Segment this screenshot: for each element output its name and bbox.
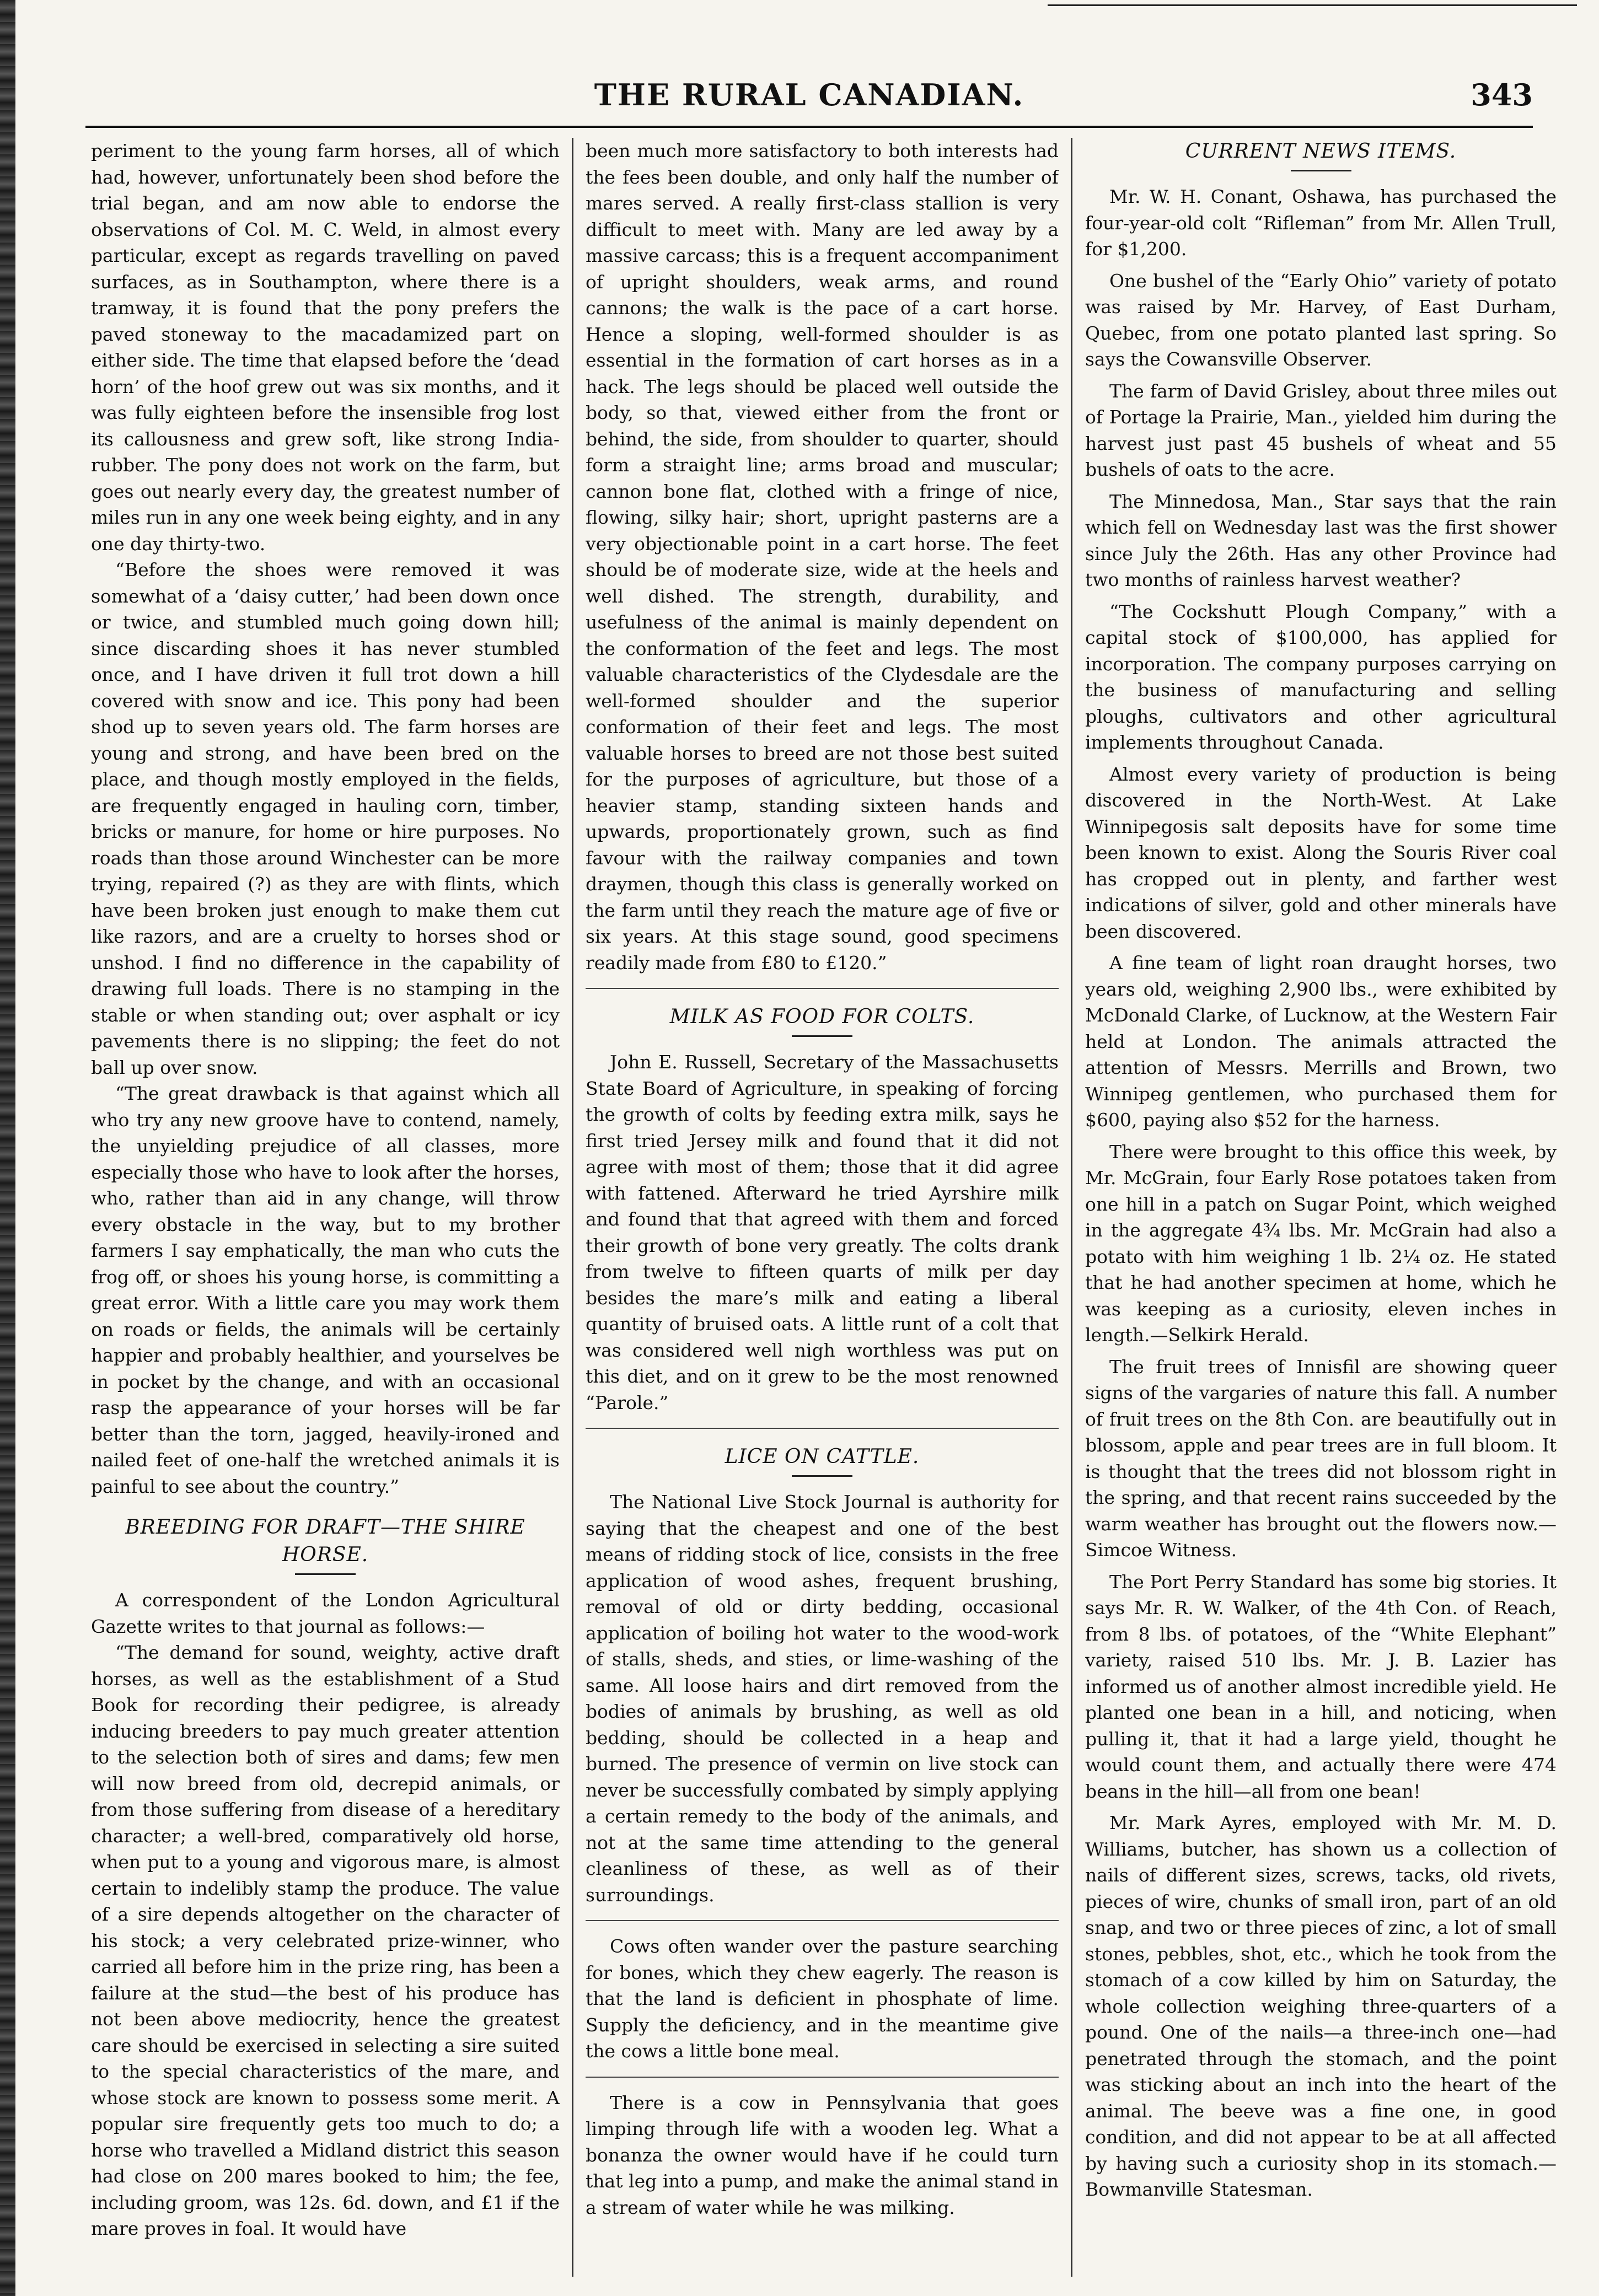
header-rule (85, 126, 1533, 128)
news-item: There were brought to this office this week, by Mr. McGrain, four Early Rose potatoes taken from one hill in a patch on Sugar Point, which weighed in the aggregate 4¾ lbs. Mr. McGrain had also a potato with him weighing 1 lb. 2¼ oz. He stated that he had another specimen at home, which he was keeping as a curiosity, eleven inches in length.—Selkirk Herald. (1085, 1141, 1557, 1346)
article-paragraph: A correspondent of the London Agricultural Gazette writes to that journal as follows:— (91, 1589, 560, 1637)
news-item: The fruit trees of Innisfil are showing queer signs of the vargaries of nature this fall. A number of fruit trees on the 8th Con. are beautifully out in blossom, apple and pear trees are in full bloom. It is thought that the trees did not blossom right in the spring, and that recent rains succeeded by the warm weather has brought out the flowers now.—Simcoe Witness. (1085, 1356, 1557, 1561)
article-heading-news-items: CURRENT NEWS ITEMS. (1185, 140, 1457, 163)
news-item: The Minnedosa, Man., Star says that the rain which fell on Wednesday last was the first shower since July the 26th. Has any other Province had two months of rainless harvest weather? (1085, 490, 1557, 590)
article-paragraph: “The great drawback is that against which all who try any new groove have to contend, namely, the unyielding prejudice of all classes, more especially those who have to look after the horses, who, rather than aid in any change, will throw every obstacle in the way, but to my brother farmers I say emphatically, the man who cuts the frog off, or shoes his young horse, is committing a great error. With a little care you may work them on roads or fields, the animals will be certainly happier and probably healthier, and yourselves be in pocket by the change, and with an occasional rasp the appearance of your horses will be far better than the torn, jagged, heavily-ironed and nailed feet of one-half the wretched animals it is painful to see about the country.” (91, 1083, 560, 1497)
news-item: The Port Perry Standard has some big stories. It says Mr. R. W. Walker, of the 4th Con. of Reach, from 8 lbs. of potatoes, of the “White Elephant” variety, raised 510 lbs. Mr. J. B. Lazier has informed us of another almost incredible yield. He planted one bean in a hill, and noticing, when pulling it, that it had a large yield, thought he would count them, and actually there were 474 beans in the hill—all from one bean! (1085, 1571, 1557, 1802)
heading-rule (792, 1035, 852, 1037)
article-heading-lice-cattle: LICE ON CATTLE. (725, 1445, 920, 1468)
article-heading-shire-horse: BREEDING FOR DRAFT—THE SHIRE HORSE. (125, 1516, 525, 1566)
section-rule (586, 988, 1059, 989)
news-item: “The Cockshutt Plough Company,” with a capital stock of $100,000, has applied for incorporation. The company purposes carrying on the business of manufacturing and selling ploughs, cultivators and other agricultural implements throughout Canada. (1085, 600, 1557, 753)
article-paragraph: “The demand for sound, weighty, active draft horses, as well as the establishment of a Stud Book for recording their pedigree, is already inducing breeders to pay much greater attention to the selection both of sires and dams; few men will now breed from old, decrepid animals, or from those suffering from disease of a hereditary character; a well-bred, comparatively old horse, when put to a young and vigorous mare, is almost certain to indelibly stamp the produce. The value of a sire depends altogether on the character of his stock; a very celebrated prize-winner, who carried all before him in the prize ring, has been a failure at the stud—the best of his produce has not been above mediocrity, hence the greatest care should be exercised in selecting a sire suited to the special characteristics of the mare, and whose stock are known to possess some merit. A popular sire frequently gets too much to do; a horse who travelled a Midland district this season had close on 200 mares booked to him; the fee, including groom, was 12s. 6d. down, and £1 if the mare proves in foal. It would have (91, 1642, 560, 2239)
article-paragraph: John E. Russell, Secretary of the Massachusetts State Board of Agriculture, in speaking of forcing the growth of colts by feeding extra milk, says he first tried Jersey milk and found that it did not agree with most of them; those that it did agree with fattened. Afterward he tried Ayrshire milk and found that that agreed with them and forced their growth of bone very greatly. The colts drank from twelve to fifteen quarts of milk per day besides the mare’s milk and eating a liberal quantity of bruised oats. A little runt of a colt that was considered well nigh worthless was put on this diet, and on it grew to be the most renowned “Parole.” (586, 1051, 1059, 1413)
article-paragraph: “Before the shoes were removed it was somewhat of a ‘daisy cutter,’ had been down once or twice, and stumbled much going down hill; since discarding shoes it has never stumbled once, and I have driven it full trot down a hill covered with snow and ice. This pony had been shod up to seven years old. The farm horses are young and strong, and have been bred on the place, and though mostly employed in the fields, are frequently engaged in hauling corn, timber, bricks or manure, for home or hire purposes. No roads than those around Winchester can be more trying, repaired (?) as they are with flints, which have been broken just enough to make them cut like razors, and are a cruelty to horses shod or unshod. I find no difference in the capability of drawing full loads. There is no stamping in the stable or when standing out; over asphalt or icy pavements there is no slipping; the feet do not ball up over snow. (91, 559, 560, 1078)
page-number: 343 (1471, 77, 1533, 112)
masthead-title: THE RURAL CANADIAN. (594, 77, 1024, 112)
article-paragraph: The National Live Stock Journal is authority for saying that the cheapest and one of the best means of ridding stock of lice, consists in the free application of wood ashes, frequent brushing, removal of old or dirty bedding, occasional application of boiling hot water to the wood-work of stalls, sheds, and sties, or lime-washing of the same. All loose hairs and dirt removed from the bodies of animals by brushing, as well as old bedding, should be collected in a heap and burned. The presence of vermin on live stock can never be successfully combated by simply applying a certain remedy to the body of the animals, and not at the same time attending to the general cleanliness of these, as well as of their surroundings. (586, 1491, 1059, 1906)
news-item: The farm of David Grisley, about three miles out of Portage la Prairie, Man., yielded him during the harvest just past 45 bushels of wheat and 55 bushels of oats to the acre. (1085, 380, 1557, 480)
article-paragraph: periment to the young farm horses, all of which had, however, unfortunately been shod before the trial began, and am now able to endorse the observations of Col. M. C. Weld, in almost every particular, except as regards travelling on paved surfaces, as in Southampton, where there is a tramway, it is found that the pony prefers the paved stoneway to the macadamized part on either side. The time that elapsed before the ‘dead horn’ of the hoof grew out was six months, and it was fully eighteen before the insensible frog lost its callousness and grew soft, like strong India-rubber. The pony does not work on the farm, but goes out nearly every day, the greatest number of miles run in any one week being eighty, and in any one day thirty-two. (91, 140, 560, 555)
article-paragraph: There is a cow in Pennsylvania that goes limping through life with a wooden leg. What a bonanza the owner would have if he could turn that leg into a pump, and make the animal stand in a stream of water while he was milking. (586, 2091, 1059, 2218)
heading-rule (792, 1475, 852, 1477)
section-rule (586, 1920, 1059, 1921)
heading-rule (1291, 170, 1351, 171)
section-rule (586, 1428, 1059, 1429)
column-3 (1085, 138, 1557, 2277)
section-rule (586, 2077, 1059, 2078)
column-divider-1 (572, 138, 573, 2277)
heading-rule (295, 1573, 356, 1575)
top-edge-rule (1048, 4, 1577, 6)
article-paragraph: Cows often wander over the pasture searching for bones, which they chew eagerly. The reason is that the land is deficient in phosphate of lime. Supply the deficiency, and in the meantime give the cows a little bone meal. (586, 1935, 1059, 2062)
news-item: Mr. Mark Ayres, employed with Mr. M. D. Williams, butcher, has shown us a collection of nails of different sizes, screws, tacks, old rivets, pieces of wire, chunks of small iron, part of an old snap, and two or three pieces of zinc, a lot of small stones, pebbles, shot, etc., which he took from the stomach of a cow killed by him on Saturday, the whole collection weighing three-quarters of a pound. One of the nails—a three-inch one—had penetrated through the stomach, and the point was sticking about an inch into the heart of the animal. The beeve was a fine one, in good condition, and did not appear to be at all affected by having such a curiosity shop in its stomach.—Bowmanville Statesman. (1085, 1812, 1557, 2200)
news-item: A fine team of light roan draught horses, two years old, weighing 2,900 lbs., were exhibited by McDonald Clarke, of Lucknow, at the Western Fair held at London. The animals attracted the attention of Messrs. Merrills and Brown, two Winnipeg gentlemen, who purchased them for $600, paying also $52 for the harness. (1085, 952, 1557, 1131)
news-item: Almost every variety of production is being discovered in the North-West. At Lake Winnipegosis salt deposits have for some time been known to exist. Along the Souris River coal has cropped out in plenty, and farther west indications of silver, gold and other minerals have been discovered. (1085, 763, 1557, 942)
column-2 (586, 138, 1059, 2277)
column-1 (91, 138, 560, 2277)
page-header (85, 77, 1533, 121)
column-divider-2 (1071, 138, 1072, 2277)
page-binding-edge (0, 0, 15, 2296)
news-item: One bushel of the “Early Ohio” variety of potato was raised by Mr. Harvey, of East Durham, Quebec, from one potato planted last spring. So says the Cowansville Observer. (1085, 270, 1557, 370)
article-heading-milk-colts: MILK AS FOOD FOR COLTS. (669, 1005, 975, 1028)
news-item: Mr. W. H. Conant, Oshawa, has purchased the four-year-old colt “Rifleman” from Mr. Allen Trull, for $1,200. (1085, 186, 1557, 260)
article-paragraph: been much more satisfactory to both interests had the fees been double, and only half the number of mares served. A really first-class stallion is very difficult to meet with. Many are led away by a massive carcass; this is a frequent accompaniment of upright shoulders, weak arms, and round cannons; the walk is the pace of a cart horse. Hence a sloping, well-formed shoulder is as essential in the formation of cart horses as in a hack. The legs should be placed well outside the body, so that, viewed either from the front or behind, the side, from shoulder to quarter, should form a straight line; arms broad and muscular; cannon bone flat, clothed with a fringe of nice, flowing, silky hair; short, upright pasterns are a very objectionable point in a cart horse. The feet should be of moderate size, wide at the heels and well dished. The strength, durability, and usefulness of the animal is mainly dependent on the conformation of the feet and legs. The most valuable characteristics of the Clydesdale are the well-formed shoulder and the superior conformation of their feet and legs. The most valuable horses to breed are not those best suited for the purposes of agriculture, but those of a heavier stamp, standing sixteen hands and upwards, proportionately grown, such as find favour with the railway companies and town draymen, though this class is generally worked on the farm until they reach the mature age of five or six years. At this stage sound, good specimens readily made from £80 to £120.” (586, 140, 1059, 974)
